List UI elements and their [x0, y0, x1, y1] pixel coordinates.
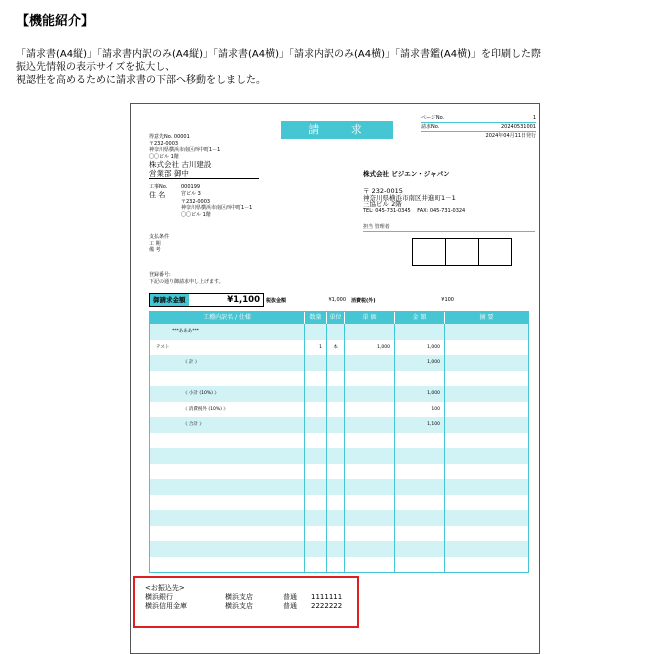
invoice-title: 請 求 書	[281, 121, 393, 139]
account-number: 1111111	[311, 593, 343, 601]
cell-item: ***あああ***	[150, 324, 305, 340]
table-row	[150, 526, 528, 542]
cell-amount	[395, 448, 445, 464]
invoice-number-value: 20240531001	[501, 124, 536, 130]
table-row	[150, 433, 528, 449]
cell-item: 《 計 》	[150, 355, 305, 371]
cell-amount: 1,000	[395, 340, 445, 356]
table-row	[150, 541, 528, 557]
cell-price	[345, 417, 395, 433]
cell-item: テスト	[150, 340, 305, 356]
bank-title: <お振込先>	[145, 584, 185, 592]
stamp-boxes	[413, 238, 512, 266]
site-no-value: 000199	[181, 184, 201, 190]
stamp-box	[445, 238, 479, 266]
bank-name: 横浜信用金庫	[145, 602, 187, 610]
account-type: 普通	[283, 602, 297, 610]
cell-unit	[327, 541, 345, 557]
invoice-document	[130, 103, 540, 654]
cell-amount: 1,000	[395, 355, 445, 371]
section-heading: 【機能紹介】	[16, 14, 95, 29]
amount-row	[149, 293, 529, 307]
cell-note	[445, 324, 528, 340]
cell-unit	[327, 479, 345, 495]
cell-qty	[305, 371, 327, 387]
bill-to	[149, 134, 269, 179]
cell-note	[445, 557, 528, 573]
registration	[149, 272, 349, 285]
cell-price	[345, 448, 395, 464]
cell-unit	[327, 417, 345, 433]
customer-dept: 営業部 御中	[149, 169, 259, 179]
cell-price	[345, 433, 395, 449]
cell-item	[150, 433, 305, 449]
company-address-2: 三協ビル 2階	[363, 200, 402, 208]
cell-amount	[395, 324, 445, 340]
table-row	[150, 340, 528, 356]
cell-price: 1,000	[345, 340, 395, 356]
cell-note	[445, 448, 528, 464]
total-amount-value: ¥1,100	[227, 295, 260, 305]
cell-qty	[305, 386, 327, 402]
cell-item	[150, 541, 305, 557]
cell-amount	[395, 557, 445, 573]
cell-qty	[305, 324, 327, 340]
table-row	[150, 448, 528, 464]
cell-price	[345, 495, 395, 511]
header-note: 摘 要	[479, 314, 494, 321]
cell-qty	[305, 464, 327, 480]
company-zip: 〒 232-0015	[363, 187, 403, 195]
tax-value: ¥100	[441, 297, 454, 303]
table-body	[150, 324, 528, 572]
cell-unit	[327, 402, 345, 418]
customer-address-2: 〇〇ビル 1階	[149, 153, 179, 160]
cell-qty	[305, 417, 327, 433]
description-line: 視認性を高めるために請求書の下部へ移動をしました。	[16, 75, 266, 86]
cell-price	[345, 526, 395, 542]
cell-qty	[305, 355, 327, 371]
registration-label: 登録番号:	[149, 272, 171, 278]
cell-qty	[305, 541, 327, 557]
misc-info	[149, 234, 229, 254]
cell-amount	[395, 433, 445, 449]
cell-qty	[305, 479, 327, 495]
bank-name: 横浜銀行	[145, 593, 173, 601]
cell-price	[345, 355, 395, 371]
cell-amount	[395, 510, 445, 526]
cell-item: 《 消費税外 (10%) 》	[150, 402, 305, 418]
header-unit: 単位	[327, 312, 345, 324]
registration-text: 下記の通り御請求申し上げます。	[149, 278, 224, 285]
cell-qty	[305, 526, 327, 542]
cell-item	[150, 479, 305, 495]
cell-amount: 100	[395, 402, 445, 418]
cell-item: 《 合計 》	[150, 417, 305, 433]
cell-amount	[395, 371, 445, 387]
table-header	[150, 312, 528, 324]
cell-note	[445, 371, 528, 387]
table-row	[150, 417, 528, 433]
cell-price	[345, 324, 395, 340]
cell-unit	[327, 433, 345, 449]
cell-note	[445, 464, 528, 480]
cell-price	[345, 371, 395, 387]
page-info	[421, 114, 536, 140]
site-address-2: 〇〇ビル 1階	[181, 211, 211, 218]
payment-terms-label: 支払条件	[149, 234, 170, 240]
table-row	[150, 386, 528, 402]
cell-price	[345, 557, 395, 573]
site-place-value: 宮ビル 3	[181, 190, 201, 197]
cell-note	[445, 417, 528, 433]
cell-unit	[327, 371, 345, 387]
feature-description	[16, 48, 541, 87]
stamp-box	[478, 238, 512, 266]
cell-item	[150, 371, 305, 387]
line-items-table	[149, 311, 529, 573]
customer-code: 得意先No. 00001	[149, 134, 190, 140]
cell-note	[445, 541, 528, 557]
customer-name: 株式会社 古川建設	[149, 160, 212, 169]
cell-note	[445, 355, 528, 371]
cell-amount	[395, 479, 445, 495]
account-type: 普通	[283, 593, 297, 601]
bank-branch: 横浜支店	[225, 593, 253, 601]
table-row	[150, 479, 528, 495]
site-no-label: 工事No.	[149, 184, 168, 190]
page-value: 1	[532, 115, 536, 121]
cell-note	[445, 386, 528, 402]
cell-price	[345, 541, 395, 557]
issuer-company	[363, 169, 513, 214]
table-row	[150, 464, 528, 480]
cell-price	[345, 510, 395, 526]
cell-note	[445, 340, 528, 356]
cell-price	[345, 464, 395, 480]
cell-qty	[305, 402, 327, 418]
cell-qty	[305, 448, 327, 464]
cell-unit	[327, 510, 345, 526]
cell-unit	[327, 526, 345, 542]
cell-qty	[305, 510, 327, 526]
cell-qty	[305, 495, 327, 511]
description-line: 振込先情報の表示サイズを拡大し、	[16, 62, 176, 73]
site-zip: 〒232-0003	[181, 198, 211, 205]
table-row	[150, 510, 528, 526]
cell-amount: 1,100	[395, 417, 445, 433]
cell-price	[345, 402, 395, 418]
cell-note	[445, 433, 528, 449]
cell-item	[150, 510, 305, 526]
cell-item	[150, 526, 305, 542]
table-row	[150, 495, 528, 511]
header-qty: 数量	[305, 312, 327, 324]
total-amount-box	[149, 293, 264, 307]
bank-account-row	[145, 602, 347, 611]
header-item: 工種内訳名 / 仕様	[150, 312, 305, 324]
cell-item	[150, 495, 305, 511]
bank-branch: 横浜支店	[225, 602, 253, 610]
site-info	[149, 184, 309, 218]
table-row	[150, 371, 528, 387]
site-address-1: 神奈川県横浜市南区西中町1－1	[181, 205, 253, 211]
issued-date: 2024年04月11日発行	[485, 133, 536, 139]
page-label: ページNo.	[421, 115, 445, 121]
cell-unit	[327, 557, 345, 573]
cell-qty	[305, 557, 327, 573]
cell-amount	[395, 541, 445, 557]
cell-unit	[327, 448, 345, 464]
header-amount: 金 額	[395, 312, 445, 324]
cell-price	[345, 479, 395, 495]
cell-unit	[327, 324, 345, 340]
bank-transfer-box	[133, 576, 359, 628]
site-place-label: 住 名	[149, 190, 166, 199]
cell-item	[150, 464, 305, 480]
account-number: 2222222	[311, 602, 343, 610]
cell-amount: 1,000	[395, 386, 445, 402]
period-label: 工 期	[149, 240, 161, 247]
cell-note	[445, 402, 528, 418]
company-name: 株式会社 ビジエン・ジャパン	[363, 170, 450, 178]
cell-price	[345, 386, 395, 402]
header-price: 単 価	[345, 312, 395, 324]
invoice-number-label: 請求No.	[421, 124, 440, 130]
description-line: 「請求書(A4縦)」「請求書内訳のみ(A4縦)」「請求書(A4横)」「請求内訳のみ(A4横)」「請求書鑑(A4横)」を印刷した際	[16, 49, 542, 60]
cell-unit: 本	[327, 340, 345, 356]
total-amount-label: 御請求金額	[150, 294, 189, 306]
tax-label: 消費税(外)	[351, 298, 376, 304]
customer-address-1: 神奈川県横浜市南区西中町1－1	[149, 147, 221, 153]
cell-item	[150, 448, 305, 464]
table-row	[150, 355, 528, 371]
company-tel-fax: TEL: 045-731-0345 FAX: 045-731-0324	[363, 207, 466, 214]
cell-item: 《 小計 (10%) 》	[150, 386, 305, 402]
table-row	[150, 402, 528, 418]
bank-account-row	[145, 593, 347, 602]
cell-amount	[395, 495, 445, 511]
stamp-box	[412, 238, 446, 266]
cell-note	[445, 495, 528, 511]
cell-qty	[305, 433, 327, 449]
cell-unit	[327, 355, 345, 371]
table-row	[150, 557, 528, 573]
note-label: 備 考	[149, 247, 161, 253]
cell-item	[150, 557, 305, 573]
customer-zip: 〒232-0003	[149, 140, 179, 147]
subtotal-label: 税抜金額	[266, 298, 287, 304]
cell-qty: 1	[305, 340, 327, 356]
cell-note	[445, 479, 528, 495]
cell-note	[445, 526, 528, 542]
table-row	[150, 324, 528, 340]
cell-unit	[327, 495, 345, 511]
subtotal-value: ¥1,000	[328, 297, 346, 303]
cell-note	[445, 510, 528, 526]
cell-unit	[327, 386, 345, 402]
cell-unit	[327, 464, 345, 480]
cell-amount	[395, 526, 445, 542]
person-in-charge: 担当 管理者	[363, 224, 535, 232]
company-address-1: 神奈川県横浜市南区井進町1－1	[363, 193, 456, 202]
cell-amount	[395, 464, 445, 480]
